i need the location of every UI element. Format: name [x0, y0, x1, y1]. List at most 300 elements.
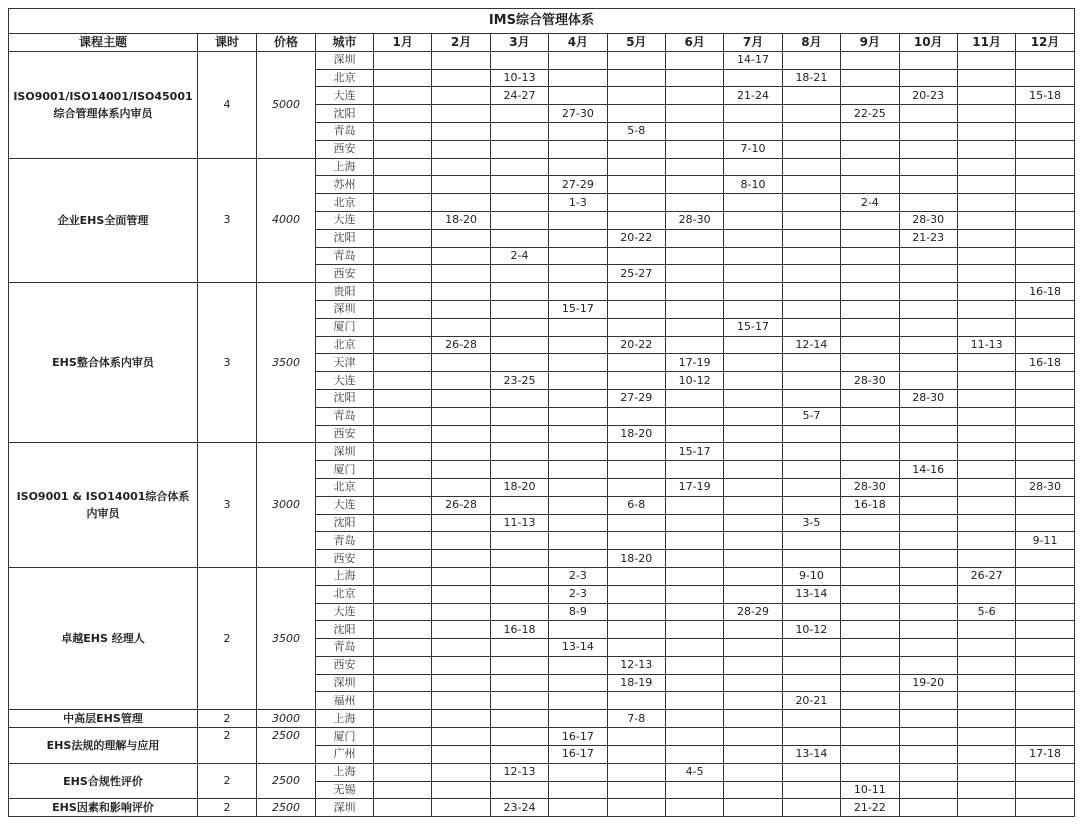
session-date-cell — [549, 140, 607, 158]
session-date-cell — [549, 478, 607, 496]
session-date-cell — [665, 532, 723, 550]
session-date-cell — [665, 407, 723, 425]
session-date-cell — [665, 158, 723, 176]
session-date-cell — [432, 300, 490, 318]
session-date-cell — [490, 692, 548, 710]
session-date-cell — [607, 567, 665, 585]
city-cell: 深圳 — [316, 443, 374, 461]
city-cell: 西安 — [316, 265, 374, 283]
session-date-cell — [432, 443, 490, 461]
session-date-cell: 20-22 — [607, 336, 665, 354]
session-date-cell — [899, 478, 957, 496]
session-date-cell — [724, 354, 782, 372]
session-date-cell — [782, 283, 840, 301]
session-date-cell: 13-14 — [782, 585, 840, 603]
session-date-cell — [490, 728, 548, 746]
session-date-cell — [899, 158, 957, 176]
city-cell: 深圳 — [316, 674, 374, 692]
session-date-cell — [782, 247, 840, 265]
session-date-cell — [490, 407, 548, 425]
session-date-cell — [374, 158, 432, 176]
session-date-cell — [1016, 656, 1075, 674]
session-date-cell — [374, 283, 432, 301]
session-date-cell — [782, 763, 840, 781]
session-date-cell — [782, 176, 840, 194]
city-cell: 北京 — [316, 478, 374, 496]
session-date-cell — [549, 247, 607, 265]
course-hours: 2 — [198, 799, 257, 817]
session-date-cell — [665, 799, 723, 817]
course-hours: 3 — [198, 283, 257, 443]
session-date-cell — [549, 51, 607, 69]
session-date-cell — [549, 389, 607, 407]
session-date-cell — [490, 746, 548, 764]
column-header: 课时 — [198, 34, 257, 52]
session-date-cell: 12-14 — [782, 336, 840, 354]
session-date-cell — [782, 158, 840, 176]
session-date-cell — [782, 443, 840, 461]
session-date-cell: 20-22 — [607, 229, 665, 247]
session-date-cell — [1016, 585, 1075, 603]
session-date-cell — [1016, 461, 1075, 479]
course-price: 3000 — [257, 710, 316, 728]
session-date-cell — [724, 621, 782, 639]
session-date-cell — [782, 656, 840, 674]
session-date-cell — [841, 710, 899, 728]
session-date-cell — [957, 105, 1015, 123]
session-date-cell — [724, 247, 782, 265]
session-date-cell — [724, 692, 782, 710]
session-date-cell: 27-29 — [549, 176, 607, 194]
session-date-cell — [607, 603, 665, 621]
course-name: EHS合规性评价 — [9, 763, 198, 799]
session-date-cell — [899, 585, 957, 603]
session-date-cell — [1016, 443, 1075, 461]
session-date-cell — [957, 158, 1015, 176]
session-date-cell — [549, 710, 607, 728]
session-date-cell — [782, 728, 840, 746]
session-date-cell — [490, 336, 548, 354]
session-date-cell: 21-23 — [899, 229, 957, 247]
session-date-cell — [841, 318, 899, 336]
city-cell: 大连 — [316, 211, 374, 229]
session-date-cell — [899, 746, 957, 764]
session-date-cell — [724, 639, 782, 657]
session-date-cell: 16-18 — [841, 496, 899, 514]
course-hours: 4 — [198, 51, 257, 158]
session-date-cell — [549, 407, 607, 425]
session-date-cell — [665, 247, 723, 265]
session-date-cell — [549, 532, 607, 550]
session-date-cell — [665, 229, 723, 247]
session-date-cell — [841, 407, 899, 425]
session-date-cell — [782, 799, 840, 817]
session-date-cell — [841, 247, 899, 265]
city-cell: 西安 — [316, 550, 374, 568]
session-date-cell — [841, 229, 899, 247]
session-date-cell — [899, 105, 957, 123]
session-date-cell — [1016, 763, 1075, 781]
session-date-cell: 28-29 — [724, 603, 782, 621]
session-date-cell: 23-25 — [490, 372, 548, 390]
session-date-cell — [957, 461, 1015, 479]
session-date-cell — [490, 51, 548, 69]
session-date-cell — [841, 603, 899, 621]
session-date-cell — [374, 567, 432, 585]
session-date-cell — [490, 122, 548, 140]
session-date-cell — [782, 532, 840, 550]
session-date-cell — [607, 51, 665, 69]
city-cell: 大连 — [316, 496, 374, 514]
session-date-cell — [782, 478, 840, 496]
session-date-cell — [549, 781, 607, 799]
session-date-cell — [549, 122, 607, 140]
session-date-cell — [957, 746, 1015, 764]
session-date-cell — [665, 550, 723, 568]
session-date-cell — [957, 354, 1015, 372]
session-date-cell — [782, 674, 840, 692]
session-date-cell — [549, 550, 607, 568]
course-price: 3000 — [257, 443, 316, 568]
session-date-cell: 27-29 — [607, 389, 665, 407]
session-date-cell — [374, 389, 432, 407]
session-date-cell: 11-13 — [490, 514, 548, 532]
session-date-cell — [374, 300, 432, 318]
session-date-cell — [665, 603, 723, 621]
city-cell: 天津 — [316, 354, 374, 372]
city-cell: 大连 — [316, 372, 374, 390]
session-date-cell — [432, 140, 490, 158]
column-header: 3月 — [490, 34, 548, 52]
session-date-cell — [432, 265, 490, 283]
session-date-cell — [432, 763, 490, 781]
session-date-cell — [549, 799, 607, 817]
session-date-cell — [432, 621, 490, 639]
session-date-cell — [374, 639, 432, 657]
session-date-cell — [374, 425, 432, 443]
session-date-cell: 9-11 — [1016, 532, 1075, 550]
session-date-cell — [899, 496, 957, 514]
session-date-cell — [432, 532, 490, 550]
session-date-cell — [957, 229, 1015, 247]
table-body — [9, 51, 1075, 817]
session-date-cell — [899, 550, 957, 568]
session-date-cell — [724, 283, 782, 301]
session-date-cell — [724, 674, 782, 692]
session-date-cell: 28-30 — [665, 211, 723, 229]
session-date-cell: 10-11 — [841, 781, 899, 799]
city-cell: 青岛 — [316, 407, 374, 425]
session-date-cell — [607, 300, 665, 318]
session-date-cell: 7-8 — [607, 710, 665, 728]
course-price: 3500 — [257, 567, 316, 709]
session-date-cell: 16-17 — [549, 728, 607, 746]
session-date-cell — [841, 87, 899, 105]
session-date-cell — [1016, 318, 1075, 336]
course-name: ISO9001 & ISO14001综合体系内审员 — [9, 443, 198, 568]
session-date-cell — [899, 372, 957, 390]
session-date-cell — [957, 514, 1015, 532]
session-date-cell — [374, 746, 432, 764]
city-cell: 沈阳 — [316, 621, 374, 639]
session-date-cell — [374, 372, 432, 390]
session-date-cell — [665, 585, 723, 603]
session-date-cell — [490, 496, 548, 514]
session-date-cell — [665, 781, 723, 799]
city-cell: 深圳 — [316, 51, 374, 69]
session-date-cell — [490, 265, 548, 283]
session-date-cell — [957, 532, 1015, 550]
session-date-cell — [724, 443, 782, 461]
session-date-cell — [549, 621, 607, 639]
city-cell: 西安 — [316, 140, 374, 158]
course-hours: 2 — [198, 728, 257, 764]
session-date-cell — [782, 425, 840, 443]
session-date-cell: 5-8 — [607, 122, 665, 140]
session-date-cell — [607, 283, 665, 301]
session-date-cell — [374, 478, 432, 496]
session-date-cell — [432, 728, 490, 746]
session-date-cell — [782, 389, 840, 407]
session-date-cell — [432, 389, 490, 407]
session-date-cell: 1-3 — [549, 194, 607, 212]
session-date-cell: 28-30 — [841, 372, 899, 390]
session-date-cell — [665, 87, 723, 105]
session-date-cell — [490, 656, 548, 674]
session-date-cell — [374, 318, 432, 336]
session-date-cell — [607, 69, 665, 87]
session-date-cell — [607, 692, 665, 710]
session-date-cell — [841, 532, 899, 550]
session-date-cell — [724, 122, 782, 140]
city-cell: 大连 — [316, 87, 374, 105]
session-date-cell: 14-16 — [899, 461, 957, 479]
session-date-cell — [665, 336, 723, 354]
session-date-cell — [490, 443, 548, 461]
session-date-cell — [374, 122, 432, 140]
session-date-cell — [374, 763, 432, 781]
session-date-cell — [841, 443, 899, 461]
session-date-cell: 22-25 — [841, 105, 899, 123]
session-date-cell — [1016, 621, 1075, 639]
session-date-cell — [490, 389, 548, 407]
session-date-cell — [782, 496, 840, 514]
course-price: 3500 — [257, 283, 316, 443]
course-hours: 2 — [198, 567, 257, 709]
header-row — [9, 34, 1075, 52]
session-date-cell: 2-4 — [841, 194, 899, 212]
course-name: ISO9001/ISO14001/ISO45001综合管理体系内审员 — [9, 51, 198, 158]
session-date-cell — [782, 194, 840, 212]
session-date-cell — [432, 372, 490, 390]
session-date-cell — [374, 656, 432, 674]
session-date-cell — [1016, 728, 1075, 746]
session-date-cell — [374, 781, 432, 799]
session-date-cell: 12-13 — [490, 763, 548, 781]
city-cell: 北京 — [316, 69, 374, 87]
column-header: 8月 — [782, 34, 840, 52]
session-date-cell — [782, 372, 840, 390]
session-date-cell — [957, 389, 1015, 407]
session-date-cell — [432, 194, 490, 212]
session-date-cell: 2-4 — [490, 247, 548, 265]
session-date-cell — [957, 265, 1015, 283]
session-date-cell: 2-3 — [549, 585, 607, 603]
session-date-cell — [899, 122, 957, 140]
session-date-cell — [665, 514, 723, 532]
session-date-cell — [899, 728, 957, 746]
course-hours: 3 — [198, 158, 257, 283]
session-date-cell — [374, 211, 432, 229]
session-date-cell — [957, 194, 1015, 212]
session-date-cell — [782, 354, 840, 372]
city-cell: 上海 — [316, 710, 374, 728]
session-date-cell — [782, 265, 840, 283]
session-date-cell — [899, 318, 957, 336]
session-date-cell: 6-8 — [607, 496, 665, 514]
session-date-cell — [374, 69, 432, 87]
session-date-cell — [490, 176, 548, 194]
session-date-cell: 16-18 — [1016, 283, 1075, 301]
session-date-cell — [432, 158, 490, 176]
session-date-cell — [957, 478, 1015, 496]
session-date-cell — [432, 105, 490, 123]
city-cell: 北京 — [316, 336, 374, 354]
session-date-cell — [957, 211, 1015, 229]
session-date-cell — [432, 585, 490, 603]
session-date-cell: 20-21 — [782, 692, 840, 710]
session-date-cell — [432, 87, 490, 105]
session-date-cell — [724, 389, 782, 407]
session-date-cell — [374, 87, 432, 105]
session-date-cell — [957, 300, 1015, 318]
session-date-cell — [899, 51, 957, 69]
session-date-cell — [607, 763, 665, 781]
session-date-cell — [490, 194, 548, 212]
session-date-cell — [782, 211, 840, 229]
session-date-cell — [374, 51, 432, 69]
session-date-cell — [374, 621, 432, 639]
session-date-cell — [665, 746, 723, 764]
session-date-cell — [841, 728, 899, 746]
session-date-cell — [490, 461, 548, 479]
session-date-cell — [1016, 105, 1075, 123]
session-date-cell — [374, 496, 432, 514]
column-header: 10月 — [899, 34, 957, 52]
session-date-cell: 11-13 — [957, 336, 1015, 354]
city-cell: 贵阳 — [316, 283, 374, 301]
course-hours: 2 — [198, 763, 257, 799]
session-date-cell — [432, 69, 490, 87]
session-date-cell — [724, 478, 782, 496]
session-date-cell — [899, 639, 957, 657]
session-date-cell — [724, 496, 782, 514]
session-date-cell — [432, 229, 490, 247]
session-date-cell — [841, 265, 899, 283]
session-date-cell — [607, 87, 665, 105]
session-date-cell — [665, 496, 723, 514]
session-date-cell — [841, 354, 899, 372]
session-date-cell: 20-23 — [899, 87, 957, 105]
session-date-cell — [957, 140, 1015, 158]
session-date-cell — [607, 532, 665, 550]
session-date-cell — [899, 514, 957, 532]
session-date-cell — [841, 176, 899, 194]
session-date-cell: 17-18 — [1016, 746, 1075, 764]
session-date-cell — [490, 585, 548, 603]
city-cell: 沈阳 — [316, 105, 374, 123]
city-cell: 大连 — [316, 603, 374, 621]
session-date-cell — [1016, 372, 1075, 390]
session-date-cell — [957, 247, 1015, 265]
session-date-cell — [724, 158, 782, 176]
session-date-cell — [549, 69, 607, 87]
session-date-cell — [1016, 674, 1075, 692]
session-date-cell — [665, 105, 723, 123]
session-date-cell — [1016, 158, 1075, 176]
session-date-cell — [549, 211, 607, 229]
session-date-cell — [957, 710, 1015, 728]
session-date-cell: 15-17 — [549, 300, 607, 318]
session-date-cell — [1016, 407, 1075, 425]
session-date-cell: 25-27 — [607, 265, 665, 283]
session-date-cell — [490, 425, 548, 443]
table-row — [9, 799, 1075, 817]
session-date-cell: 10-13 — [490, 69, 548, 87]
session-date-cell — [782, 300, 840, 318]
session-date-cell: 10-12 — [782, 621, 840, 639]
session-date-cell — [899, 247, 957, 265]
session-date-cell — [1016, 140, 1075, 158]
session-date-cell — [374, 799, 432, 817]
session-date-cell — [490, 211, 548, 229]
session-date-cell: 26-28 — [432, 496, 490, 514]
session-date-cell — [899, 656, 957, 674]
session-date-cell — [1016, 122, 1075, 140]
session-date-cell — [841, 514, 899, 532]
session-date-cell — [899, 265, 957, 283]
session-date-cell — [724, 728, 782, 746]
session-date-cell — [1016, 247, 1075, 265]
course-name: 中高层EHS管理 — [9, 710, 198, 728]
session-date-cell — [490, 603, 548, 621]
city-cell: 青岛 — [316, 532, 374, 550]
session-date-cell — [549, 372, 607, 390]
session-date-cell — [957, 283, 1015, 301]
session-date-cell — [899, 692, 957, 710]
session-date-cell — [607, 140, 665, 158]
session-date-cell — [374, 550, 432, 568]
session-date-cell: 18-20 — [607, 425, 665, 443]
session-date-cell — [607, 407, 665, 425]
session-date-cell — [957, 372, 1015, 390]
column-header: 价格 — [257, 34, 316, 52]
session-date-cell — [1016, 550, 1075, 568]
session-date-cell: 2-3 — [549, 567, 607, 585]
session-date-cell — [432, 514, 490, 532]
session-date-cell — [782, 318, 840, 336]
session-date-cell — [899, 763, 957, 781]
column-header: 城市 — [316, 34, 374, 52]
session-date-cell — [957, 318, 1015, 336]
session-date-cell — [665, 621, 723, 639]
session-date-cell — [782, 603, 840, 621]
session-date-cell — [607, 478, 665, 496]
session-date-cell — [490, 532, 548, 550]
city-cell: 厦门 — [316, 461, 374, 479]
session-date-cell: 21-22 — [841, 799, 899, 817]
city-cell: 西安 — [316, 425, 374, 443]
